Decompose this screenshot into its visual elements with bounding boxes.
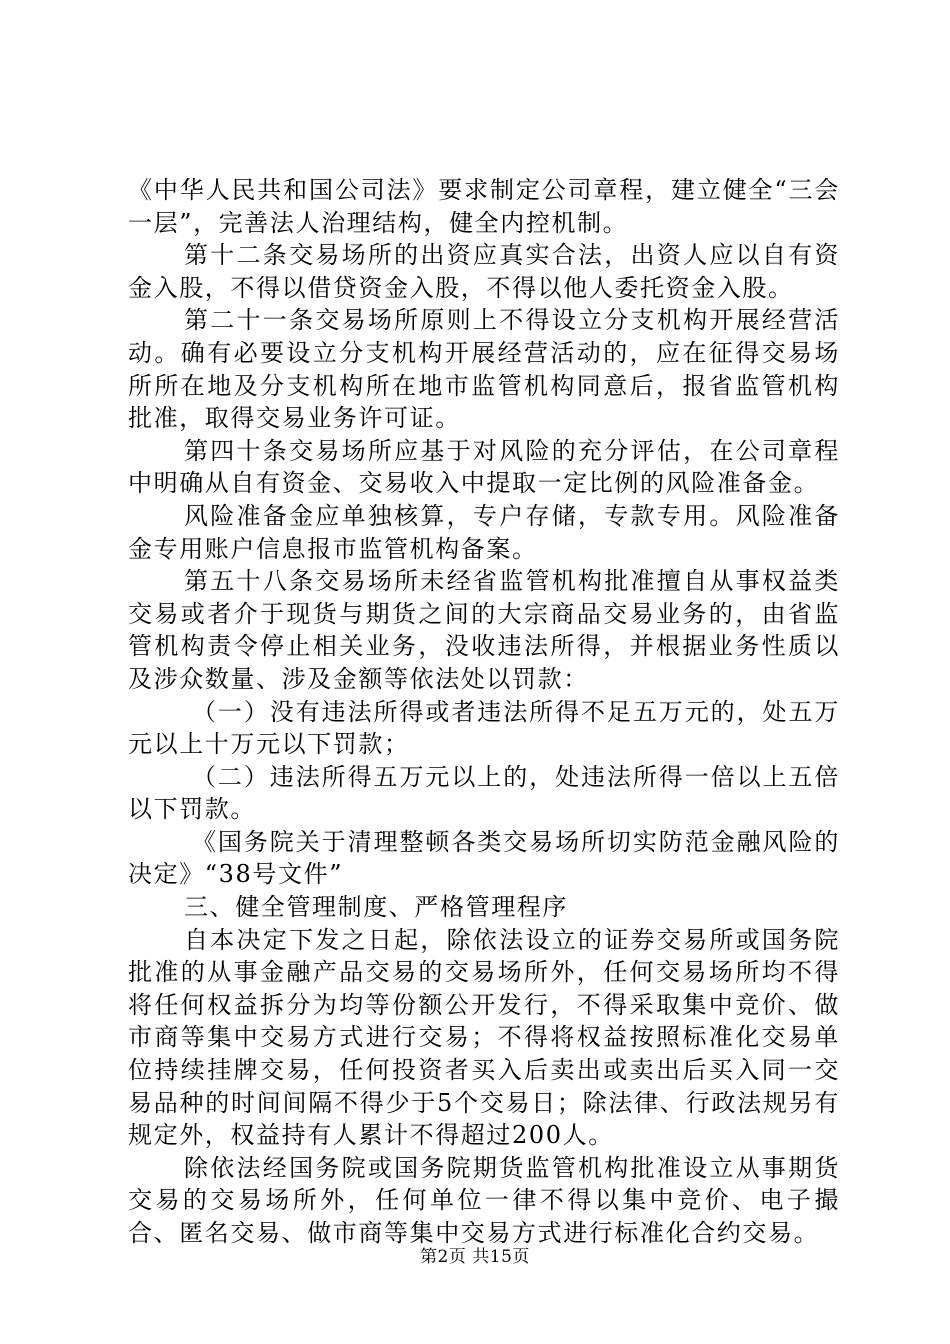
paragraph-article-58: 第五十八条交易场所未经省监管机构批准擅自从事权益类交易或者介于现货与期货之间的大宗商品交易业务的，由省监管机构责令停止相关业务，没收违法所得，并根据业务性质以及涉众数量、涉及金额等依法处以罚款： [128, 567, 840, 693]
paragraph-article-12: 第十二条交易场所的出资应真实合法，出资人应以自有资金入股，不得以借贷资金入股，不得以他人委托资金入股。 [128, 241, 840, 302]
paragraph-state-council-decision: 《国务院关于清理整顿各类交易场所切实防范金融风险的决定》“38号文件” [128, 827, 840, 889]
paragraph-item-1: （一）没有违法所得或者违法所得不足五万元的，处五万元以上十万元以下罚款； [128, 697, 840, 759]
paragraph-decision-clause: 自本决定下发之日起，除依法设立的证券交易所或国务院批准的从事金融产品交易的交易场所外，任何交易场所均不得将任何权益拆分为均等份额公开发行，不得采取集中竞价、做市商等集中交易方式进行交易；不得将权益按照标准化交易单位持续挂牌交易，任何投资者买入后卖出或卖出后买入同一交易品种的时间间隔不得少于5个交易日；除法律、行政法规另有规定外，权益持有人累计不得超过200人。 [128, 925, 840, 1150]
page-footer: 第2页 共15页 [420, 1247, 530, 1267]
paragraph-futures-clause: 除依法经国务院或国务院期货监管机构批准设立从事期货交易的交易场所外，任何单位一律不得以集中竞价、电子撮合、匿名交易、做市商等集中交易方式进行标准化合约交易。 [128, 1153, 840, 1247]
section-heading: 三、健全管理制度、严格管理程序 [184, 893, 568, 922]
paragraph-article-21: 第二十一条交易场所原则上不得设立分支机构开展经营活动。确有必要设立分支机构开展经营活动的，应在征得交易场所所在地及分支机构所在地市监管机构同意后，报省监管机构批准，取得交易业务许可证。 [128, 306, 840, 433]
paragraph-article-40: 第四十条交易场所应基于对风险的充分评估，在公司章程中明确从自有资金、交易收入中提取一定比例的风险准备金。 [128, 436, 840, 498]
document-body [128, 174, 840, 1250]
paragraph-risk-reserve: 风险准备金应单独核算，专户存储，专款专用。风险准备金专用账户信息报市监管机构备案。 [128, 501, 840, 563]
paragraph-item-2: （二）违法所得五万元以上的，处违法所得一倍以上五倍以下罚款。 [128, 762, 840, 824]
paragraph-company-law: 《中华人民共和国公司法》要求制定公司章程，建立健全“三会一层”，完善法人治理结构，健全内控机制。 [128, 176, 840, 237]
